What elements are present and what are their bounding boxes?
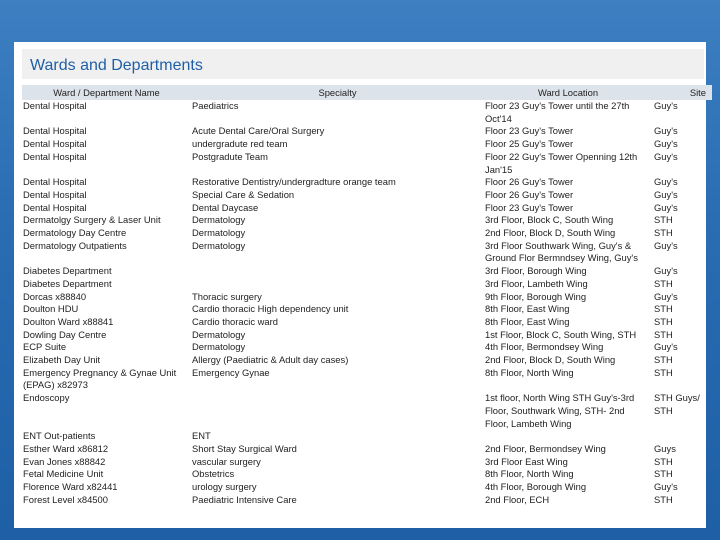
ward-name: Dental Hospital <box>23 176 87 188</box>
table-row <box>22 151 712 176</box>
ward-name: Dermatology Day Centre <box>23 227 127 239</box>
ward-specialty: Dermatology <box>192 239 246 251</box>
ward-site: STH <box>654 455 673 467</box>
ward-name: Dental Hospital <box>23 125 87 137</box>
ward-name: Evan Jones x88842 <box>23 455 106 467</box>
ward-site: Guy's <box>654 150 678 162</box>
ward-specialty: Thoracic surgery <box>192 290 262 302</box>
ward-location: 1st Floor, Block C, South Wing, STH <box>485 328 637 340</box>
ward-specialty: Dermatology <box>192 341 246 353</box>
ward-specialty: Dermatology <box>192 328 246 340</box>
ward-specialty: Paediatric Intensive Care <box>192 493 297 505</box>
table-row <box>22 481 712 494</box>
ward-specialty: Cardio thoracic ward <box>192 315 278 327</box>
ward-name: Dorcas x88840 <box>23 290 87 302</box>
ward-name: Doulton Ward x88841 <box>23 315 114 327</box>
table-row <box>22 341 712 354</box>
table-row <box>22 189 712 202</box>
table-row <box>22 354 712 367</box>
column-header-specialty: Specialty <box>191 85 484 100</box>
ward-site: STH <box>654 366 673 378</box>
table-row <box>22 278 712 291</box>
ward-name: Forest Level x84500 <box>23 493 108 505</box>
table-row <box>22 125 712 138</box>
ward-location: Floor 22 Guy's Tower Openning 12th Jan'15 <box>485 150 638 175</box>
ward-location: Floor 26 Guy's Tower <box>485 176 574 188</box>
ward-name: ECP Suite <box>23 341 67 353</box>
table-row <box>22 443 712 456</box>
ward-name: Dermatolgy Surgery & Laser Unit <box>23 214 161 226</box>
ward-site: STH <box>654 468 673 480</box>
table-row <box>22 202 712 215</box>
ward-location: 2nd Floor, Block D, South Wing <box>485 227 616 239</box>
ward-name: Dermatology Outpatients <box>23 239 127 251</box>
table-row <box>22 367 712 392</box>
column-header-site: Site <box>652 85 712 100</box>
ward-site: Guy's <box>654 290 678 302</box>
ward-site: STH <box>654 214 673 226</box>
ward-specialty: Obstetrics <box>192 468 235 480</box>
ward-specialty: Dermatology <box>192 214 246 226</box>
ward-location: Floor 25 Guy's Tower <box>485 138 574 150</box>
ward-site: Guys <box>654 442 676 454</box>
page-title: Wards and Departments <box>30 57 203 74</box>
table-row <box>22 494 712 507</box>
ward-name: Diabetes Department <box>23 265 112 277</box>
column-header-name: Ward / Department Name <box>22 85 191 100</box>
ward-name: Dental Hospital <box>23 138 87 150</box>
table-header-row <box>22 85 712 100</box>
ward-specialty: Postgradute Team <box>192 150 268 162</box>
ward-site: Guy's <box>654 188 678 200</box>
ward-location: 3rd Floor Southwark Wing, Guy's & Ground Flor Bermndsey Wing, Guy's <box>485 239 638 264</box>
table-row <box>22 329 712 342</box>
table-row <box>22 240 712 265</box>
ward-location: Floor 23 Guy's Tower <box>485 201 574 213</box>
table-row <box>22 100 712 125</box>
ward-location <box>484 430 652 443</box>
ward-location: 3rd Floor, Lambeth Wing <box>485 277 588 289</box>
table-row <box>22 265 712 278</box>
ward-location: 8th Floor, North Wing <box>485 366 574 378</box>
ward-specialty: urology surgery <box>192 481 257 493</box>
ward-name: Endoscopy <box>23 392 70 404</box>
column-header-location: Ward Location <box>484 85 652 100</box>
ward-location: 2nd Floor, Bermondsey Wing <box>485 442 606 454</box>
ward-name: Diabetes Department <box>23 277 112 289</box>
ward-site: Guy's <box>654 138 678 150</box>
ward-site: STH <box>654 277 673 289</box>
ward-specialty <box>191 392 484 430</box>
ward-site: STH <box>654 315 673 327</box>
ward-site: Guy's <box>654 100 678 111</box>
ward-site: STH <box>654 354 673 366</box>
ward-site: Guy's <box>654 176 678 188</box>
ward-specialty: Allergy (Paediatric & Adult day cases) <box>192 354 349 366</box>
ward-name: Dental Hospital <box>23 150 87 162</box>
ward-site: STH <box>654 227 673 239</box>
ward-specialty: Restorative Dentistry/undergradture orange team <box>192 176 396 188</box>
ward-location: 8th Floor, East Wing <box>485 315 570 327</box>
ward-name: Florence Ward x82441 <box>23 481 118 493</box>
ward-site <box>652 430 712 443</box>
ward-location: Floor 26 Guy's Tower <box>485 188 574 200</box>
ward-location: 1st floor, North Wing STH Guy's-3rd Floor, Southwark Wing, STH- 2nd Floor, Lambeth Wing <box>485 392 635 429</box>
ward-name: Dental Hospital <box>23 188 87 200</box>
ward-site: Guy's <box>654 201 678 213</box>
table-row <box>22 456 712 469</box>
ward-location: 8th Floor, East Wing <box>485 303 570 315</box>
table-row <box>22 176 712 189</box>
ward-site: Guy's <box>654 125 678 137</box>
ward-name: Doulton HDU <box>23 303 79 315</box>
ward-specialty: vascular surgery <box>192 455 261 467</box>
ward-specialty: Special Care & Sedation <box>192 188 295 200</box>
ward-specialty <box>191 278 484 291</box>
ward-specialty <box>191 265 484 278</box>
table-row <box>22 291 712 304</box>
ward-specialty: Paediatrics <box>192 100 239 111</box>
table-row <box>22 303 712 316</box>
table-row <box>22 227 712 240</box>
ward-site: STH Guys/ STH <box>654 392 700 416</box>
table-row <box>22 468 712 481</box>
table-row <box>22 214 712 227</box>
table-row <box>22 430 712 443</box>
table-row <box>22 392 712 430</box>
ward-location: 3rd Floor, Block C, South Wing <box>485 214 614 226</box>
ward-specialty: Emergency Gynae <box>192 366 270 378</box>
ward-site: STH <box>654 303 673 315</box>
ward-location: 2nd Floor, ECH <box>485 493 550 505</box>
ward-site: Guy's <box>654 265 678 277</box>
ward-name: Emergency Pregnancy & Gynae Unit (EPAG) x82973 <box>23 366 177 391</box>
ward-location: 2nd Floor, Block D, South Wing <box>485 354 616 366</box>
ward-specialty: Short Stay Surgical Ward <box>192 442 297 454</box>
ward-site: STH <box>654 493 673 505</box>
ward-name: Esther Ward x86812 <box>23 442 109 454</box>
ward-name: Dental Hospital <box>23 201 87 213</box>
ward-location: 4th Floor, Borough Wing <box>485 481 587 493</box>
ward-site: Guy's <box>654 341 678 353</box>
ward-site: STH <box>654 328 673 340</box>
ward-name: Fetal Medicine Unit <box>23 468 104 480</box>
ward-location: 3rd Floor, Borough Wing <box>485 265 587 277</box>
ward-specialty: Dermatology <box>192 227 246 239</box>
ward-location: 4th Floor, Bermondsey Wing <box>485 341 604 353</box>
ward-location: 9th Floor, Borough Wing <box>485 290 587 302</box>
ward-specialty: Dental Daycase <box>192 201 259 213</box>
ward-site: Guy's <box>654 239 678 251</box>
ward-name: Dowling Day Centre <box>23 328 107 340</box>
ward-specialty: ENT <box>192 430 211 442</box>
ward-specialty: Cardio thoracic High dependency unit <box>192 303 349 315</box>
table-row <box>22 316 712 329</box>
ward-location: 8th Floor, North Wing <box>485 468 574 480</box>
ward-name: Elizabeth Day Unit <box>23 354 101 366</box>
ward-location: Floor 23 Guy's Tower until the 27th Oct'14 <box>485 100 630 124</box>
ward-name: Dental Hospital <box>23 100 87 111</box>
table-row <box>22 138 712 151</box>
ward-specialty: Acute Dental Care/Oral Surgery <box>192 125 325 137</box>
wards-table <box>22 85 712 507</box>
ward-specialty: undergradute red team <box>192 138 288 150</box>
ward-name: ENT Out-patients <box>23 430 96 442</box>
ward-site: Guy's <box>654 481 678 493</box>
ward-location: Floor 23 Guy's Tower <box>485 125 574 137</box>
ward-location: 3rd Floor East Wing <box>485 455 568 467</box>
